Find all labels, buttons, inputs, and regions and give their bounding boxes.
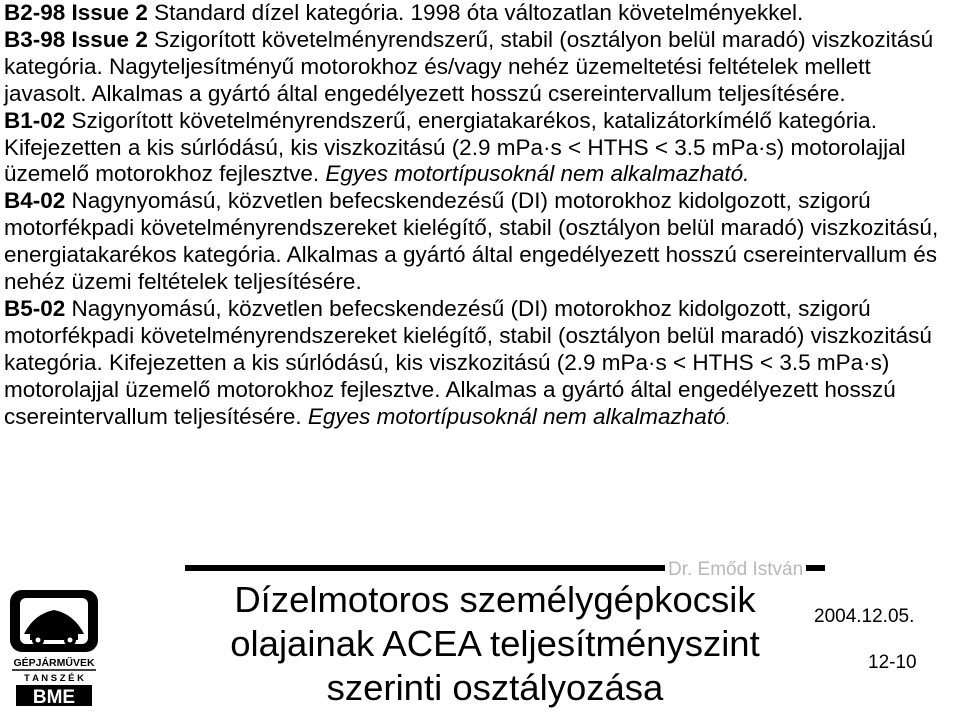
entry-text: Nagynyomású, közvetlen befecskendezésű (DI) motorokhoz kidolgozott, szigorú motorfékpadi követelményrendszereket kielégítő, stabil (osztályon belül maradó) viszkozitású kategória. Kifejezetten a kis súrlódású, kis viszkozitású (2.9 mPa·s < HTHS < 3.5 mPa·s) motorolajjal üzemelő motorokhoz fejlesztve. Alkalmas a gyártó által engedélyezett hosszú csereintervallum teljesítésére.	[4, 295, 932, 429]
entry-b4-02	[4, 188, 956, 296]
entry-text: Szigorított követelményrendszerű, energiatakarékos, katalizátorkímélő kategória. Kifejezetten a kis súrlódású, kis viszkozitású (2.9 mPa·s < HTHS < 3.5 mPa·s) motorolajjal üzemelő motorokhoz fejlesztve.	[4, 107, 906, 187]
entry-code: B4-02	[4, 188, 66, 214]
title-line: olajainak ACEA teljesítményszint	[230, 623, 760, 664]
presentation-title	[150, 578, 840, 710]
entry-code: B3-98 Issue 2	[4, 26, 148, 52]
entry-text: Nagynyomású, közvetlen befecskendezésű (DI) motorokhoz kidolgozott, szigorú motorfékpadi követelményrendszereket kielégítő, stabil (osztályon belül maradó) viszkozitású, energiatakarékos kategória. Alkalmas a gyártó által engedélyezett hosszú csereintervallum és nehéz üzemi feltételek teljesítésére.	[4, 188, 939, 295]
entry-code: B5-02	[4, 295, 66, 321]
entry-b2-98	[4, 0, 956, 27]
entry-code: B1-02	[4, 107, 66, 133]
title-line: szerinti osztályozása	[326, 667, 664, 708]
presentation-date: 2004.12.05.	[814, 606, 915, 627]
entry-b5-02	[4, 296, 956, 433]
entry-tail: .	[725, 410, 730, 427]
entry-text: Standard dízel kategória. 1998 óta változatlan követelményekkel.	[147, 0, 804, 25]
entry-text: Szigorított követelményrendszerű, stabil (osztályon belül maradó) viszkozitású kategória. Nagyteljesítményű motorokhoz és/vagy nehéz üzemeltetési feltételek mellett javasolt. Alkalmas a gyártó által engedélyezett hosszú csereintervallum teljesítésére.	[4, 26, 934, 106]
logo-dept-bottom: T A N S Z É K	[24, 673, 84, 684]
main-text	[4, 0, 956, 433]
entry-note: Egyes motortípusoknál nem alkalmazható.	[325, 161, 750, 187]
author-name: Dr. Emőd István	[665, 559, 806, 581]
title-line: Dízelmotoros személygépkocsik	[234, 579, 756, 620]
entry-code: B2-98 Issue 2	[4, 0, 148, 25]
logo-dept-top: GÉPJÁRMŰVEK	[13, 657, 95, 669]
entry-b1-02	[4, 108, 956, 189]
entry-note: Egyes motortípusoknál nem alkalmazható	[307, 403, 726, 429]
department-logo	[6, 588, 102, 708]
entry-b3-98	[4, 27, 956, 108]
logo-uni: BME	[32, 687, 76, 708]
slide-number: 12-10	[868, 652, 917, 673]
